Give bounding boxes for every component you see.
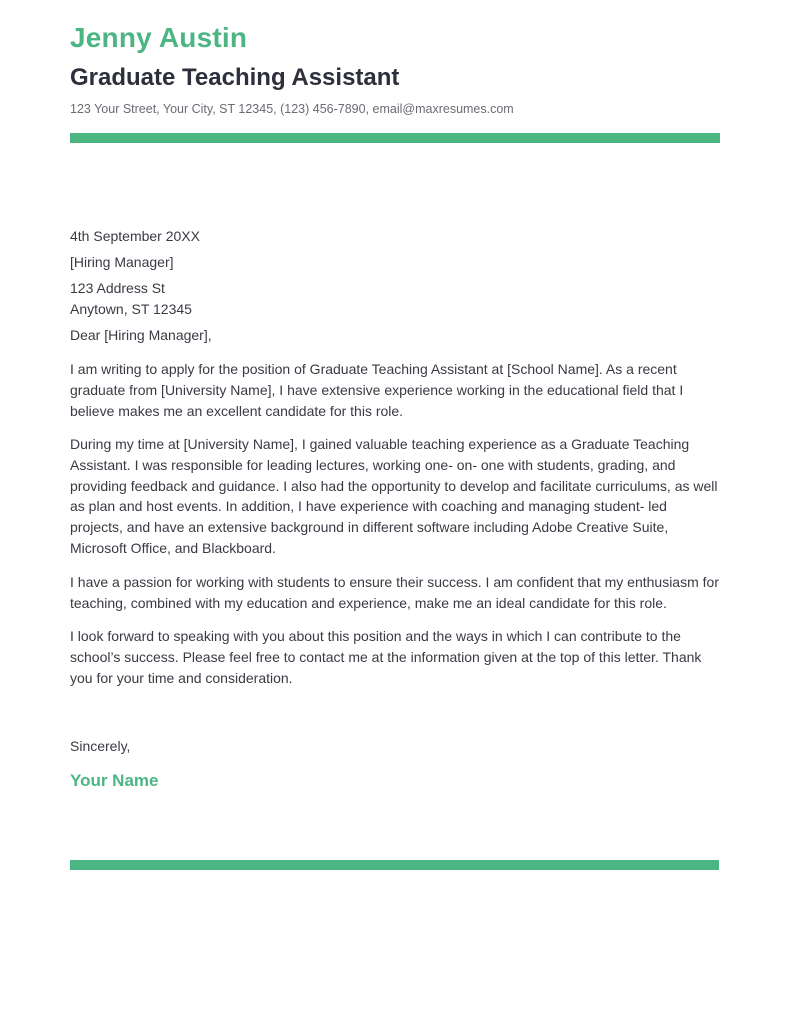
applicant-name: Jenny Austin bbox=[70, 22, 248, 53]
letter-date: 4th September 20XX bbox=[70, 228, 200, 244]
contact-info: 123 Your Street, Your City, ST 12345, (123) 456-7890, email@maxresumes.com bbox=[70, 102, 514, 116]
recipient-address bbox=[70, 278, 722, 320]
job-title: Graduate Teaching Assistant bbox=[70, 64, 400, 91]
paragraph-passion: I have a passion for working with students to ensure their success. I am confident that my enthusiasm for teaching, combined with my education and experience, make me an ideal candidate for this role. bbox=[70, 574, 719, 611]
greeting: Dear [Hiring Manager], bbox=[70, 327, 212, 343]
recipient-name: [Hiring Manager] bbox=[70, 254, 174, 270]
header-divider bbox=[70, 133, 720, 143]
signature-name: Your Name bbox=[70, 771, 159, 790]
paragraph-experience: During my time at [University Name], I gained valuable teaching experience as a Graduate Teaching Assistant. I was responsible for leading lectures, working one- on- one with students, grading, and providing feedback and guidance. I also had the opportunity to develop and facilitate curriculums, as well as plan and host events. In addition, I have experience with coaching and managing student- led projects, and have an extensive background in different software including Adobe Creative Suite, Microsoft Office, and Blackboard. bbox=[70, 436, 718, 556]
closing-salutation: Sincerely, bbox=[70, 738, 131, 754]
footer-divider bbox=[70, 860, 719, 870]
paragraph-closing: I look forward to speaking with you about this position and the ways in which I can contribute to the school’s success. Please feel free to contact me at the information given at the top of this letter. Thank you for your time and consideration. bbox=[70, 628, 702, 686]
address-line-1: 123 Address St bbox=[70, 280, 165, 296]
paragraph-intro: I am writing to apply for the position of Graduate Teaching Assistant at [School Name]. As a recent graduate from [University Name], I have extensive experience working in the educational field that I believe makes me an excellent candidate for this role. bbox=[70, 361, 684, 419]
address-line-2: Anytown, ST 12345 bbox=[70, 300, 192, 317]
